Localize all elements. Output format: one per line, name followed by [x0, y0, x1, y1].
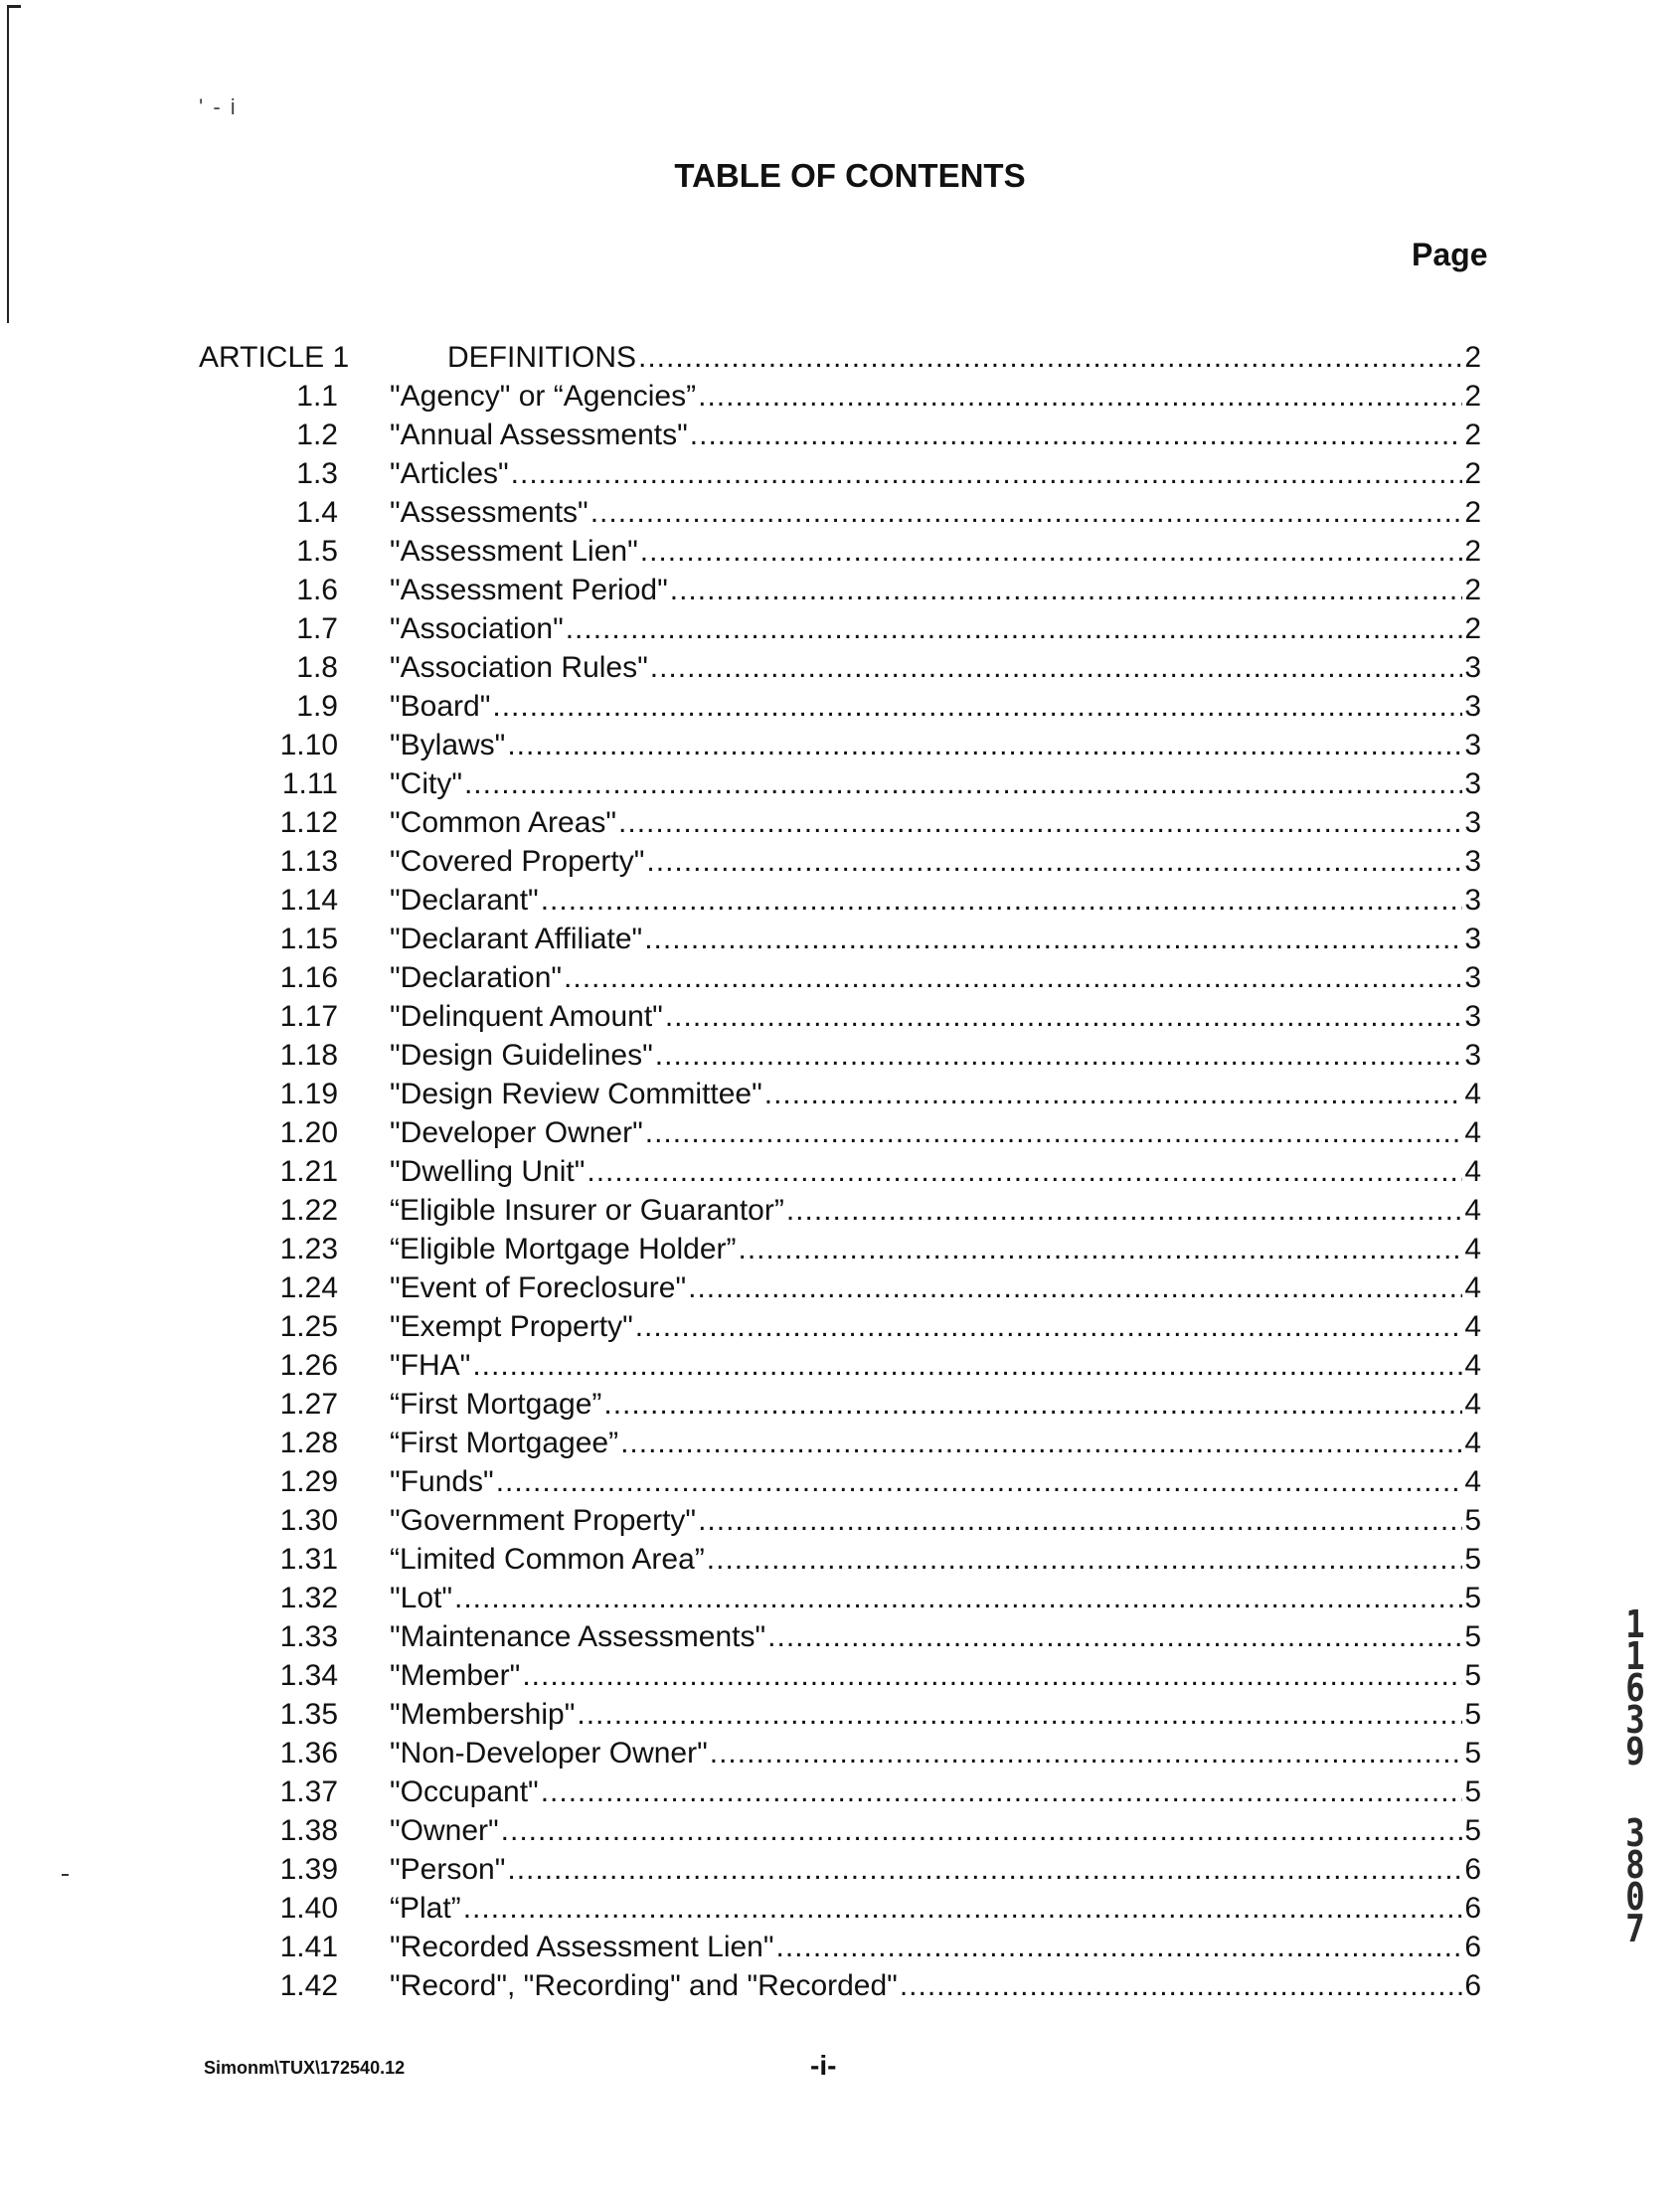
section-page: 4	[1464, 1155, 1481, 1188]
dot-leader	[511, 454, 1463, 493]
section-entry	[390, 493, 1481, 532]
section-number: 1.19	[279, 1078, 338, 1110]
dot-leader	[566, 609, 1463, 648]
section-number: 1.16	[279, 961, 338, 994]
section-number: 1.25	[279, 1310, 338, 1343]
section-entry	[390, 648, 1481, 687]
section-number: 1.40	[279, 1892, 338, 1925]
section-page: 4	[1464, 1116, 1481, 1149]
section-entry	[390, 532, 1481, 571]
stamp-digit: 9	[1625, 1730, 1645, 1773]
section-entry	[390, 1850, 1481, 1889]
section-page: 4	[1464, 1388, 1481, 1421]
section-entry	[390, 1346, 1481, 1385]
section-number: 1.42	[279, 1969, 338, 2002]
section-page: 2	[1464, 380, 1481, 413]
toc-row	[0, 571, 1680, 609]
section-title: "Agency" or “Agencies”	[390, 380, 697, 413]
dot-leader	[463, 1889, 1463, 1928]
section-title: "Association Rules"	[390, 651, 648, 684]
section-page: 3	[1464, 651, 1481, 684]
section-entry	[390, 1617, 1481, 1656]
section-entry	[390, 726, 1481, 764]
section-number: 1.7	[296, 612, 338, 645]
section-number: 1.31	[279, 1543, 338, 1576]
section-entry	[390, 687, 1481, 726]
stamp-digit: 6	[1625, 1666, 1645, 1710]
section-entry	[390, 1075, 1481, 1113]
dot-leader	[618, 803, 1462, 842]
section-number: 1.24	[279, 1271, 338, 1304]
dot-leader	[640, 532, 1463, 571]
dot-leader	[620, 1424, 1462, 1462]
dot-leader	[507, 1850, 1462, 1889]
dot-leader	[577, 1695, 1462, 1734]
section-number: 1.29	[279, 1465, 338, 1498]
toc-row	[0, 726, 1680, 764]
section-entry	[390, 1695, 1481, 1734]
scan-border-horizontal	[7, 5, 21, 8]
toc-row	[0, 1656, 1680, 1695]
toc-row	[0, 493, 1680, 532]
section-entry	[390, 1966, 1481, 2005]
section-page: 3	[1464, 767, 1481, 800]
dot-leader	[644, 920, 1462, 958]
section-title: “Plat”	[390, 1892, 461, 1925]
section-page: 2	[1464, 496, 1481, 529]
stamp-digit: 7	[1625, 1907, 1645, 1950]
dot-leader	[541, 881, 1463, 920]
section-entry	[390, 1307, 1481, 1346]
toc-row	[0, 1268, 1680, 1307]
section-page: 6	[1464, 1853, 1481, 1886]
section-page: 6	[1464, 1969, 1481, 2002]
section-title: “First Mortgage”	[390, 1388, 602, 1421]
toc-row	[0, 842, 1680, 881]
toc-row	[0, 532, 1680, 571]
toc-row	[0, 881, 1680, 920]
toc-row	[0, 377, 1680, 416]
table-of-contents	[0, 338, 1680, 2005]
toc-row	[0, 1772, 1680, 1811]
section-entry	[390, 454, 1481, 493]
section-page: 3	[1464, 845, 1481, 878]
toc-row	[0, 1036, 1680, 1075]
section-number: 1.11	[281, 767, 338, 800]
toc-row	[0, 764, 1680, 803]
dot-leader	[707, 1540, 1463, 1579]
dot-leader	[507, 726, 1462, 764]
section-entry	[390, 1424, 1481, 1462]
toc-row	[0, 997, 1680, 1036]
section-number: 1.36	[279, 1737, 338, 1770]
dot-leader	[541, 1772, 1463, 1811]
section-entry	[390, 920, 1481, 958]
section-page: 4	[1464, 1310, 1481, 1343]
dot-leader	[776, 1928, 1463, 1966]
article-title: DEFINITIONS	[447, 341, 637, 374]
section-page: 3	[1464, 1039, 1481, 1072]
section-page: 6	[1464, 1892, 1481, 1925]
section-page: 3	[1464, 961, 1481, 994]
section-number: 1.15	[279, 923, 338, 955]
dot-leader	[670, 571, 1463, 609]
toc-row	[0, 1424, 1680, 1462]
section-page: 3	[1464, 884, 1481, 917]
margin-stamp-lower	[1614, 1811, 1657, 1950]
dot-leader	[698, 1501, 1462, 1540]
section-page: 4	[1464, 1194, 1481, 1227]
toc-row	[0, 1540, 1680, 1579]
section-title: “Eligible Mortgage Holder”	[390, 1233, 737, 1265]
section-number: 1.18	[279, 1039, 338, 1072]
section-entry	[390, 1268, 1481, 1307]
section-page: 4	[1464, 1349, 1481, 1382]
section-title: "Maintenance Assessments"	[390, 1620, 766, 1653]
stamp-digit: 0	[1625, 1875, 1645, 1919]
toc-row	[0, 1730, 1680, 1773]
section-page: 5	[1464, 1582, 1481, 1614]
section-page: 3	[1464, 1000, 1481, 1033]
dot-leader	[501, 1811, 1463, 1850]
toc-row	[0, 1889, 1680, 1928]
dot-leader	[786, 1191, 1462, 1230]
section-number: 1.2	[296, 419, 338, 451]
section-number: 1.1	[296, 380, 338, 413]
dot-leader	[655, 1036, 1463, 1075]
section-number: 1.30	[279, 1504, 338, 1537]
section-number: 1.35	[279, 1698, 338, 1731]
section-number: 1.6	[296, 574, 338, 606]
section-title: "Person"	[390, 1853, 506, 1886]
section-page: 4	[1464, 1271, 1481, 1304]
section-page: 3	[1464, 806, 1481, 839]
page-number: -i-	[810, 2050, 837, 2081]
section-title: "Membership"	[390, 1698, 576, 1731]
toc-row	[0, 1152, 1680, 1191]
section-page: 5	[1464, 1543, 1481, 1576]
section-entry	[390, 1462, 1481, 1501]
section-title: "Board"	[390, 690, 491, 723]
toc-row	[0, 1695, 1680, 1742]
section-title: "Articles"	[390, 457, 509, 490]
section-page: 2	[1464, 419, 1481, 451]
section-number: 1.4	[296, 496, 338, 529]
section-title: "Design Review Committee"	[390, 1078, 762, 1110]
section-title: “First Mortgagee”	[390, 1427, 619, 1459]
section-number: 1.14	[279, 884, 338, 917]
dot-leader	[650, 648, 1463, 687]
section-title: "Assessments"	[390, 496, 588, 529]
stamp-digit: 1	[1625, 1602, 1645, 1646]
section-entry	[390, 881, 1481, 920]
article-page: 2	[1464, 341, 1481, 374]
toc-row	[0, 609, 1680, 648]
section-number: 1.27	[279, 1388, 338, 1421]
section-title: "Recorded Assessment Lien"	[390, 1931, 774, 1963]
dot-leader	[900, 1966, 1462, 2005]
section-page: 5	[1464, 1504, 1481, 1537]
toc-row	[0, 1811, 1680, 1855]
section-entry	[390, 1230, 1481, 1268]
section-title: "Member"	[390, 1659, 521, 1692]
section-page: 2	[1464, 574, 1481, 606]
toc-row	[0, 1230, 1680, 1268]
section-title: "Record", "Recording" and "Recorded"	[390, 1969, 898, 2002]
section-number: 1.17	[279, 1000, 338, 1033]
section-title: "Assessment Period"	[390, 574, 668, 606]
section-number: 1.26	[279, 1349, 338, 1382]
toc-section-list	[0, 377, 1680, 2005]
toc-row	[0, 1928, 1680, 1966]
section-title: "Design Guidelines"	[390, 1039, 653, 1072]
toc-row	[0, 958, 1680, 997]
section-title: "Non-Developer Owner"	[390, 1737, 708, 1770]
dot-leader	[454, 1579, 1462, 1617]
article-entry	[447, 338, 1481, 377]
stamp-digit: 3	[1625, 1811, 1645, 1855]
section-page: 5	[1464, 1620, 1481, 1653]
section-page: 3	[1464, 923, 1481, 955]
section-entry	[390, 1656, 1481, 1695]
toc-row	[0, 687, 1680, 726]
dot-leader	[646, 842, 1462, 881]
section-title: "Covered Property"	[390, 845, 645, 878]
page-marks: ' - i	[199, 94, 238, 119]
toc-row	[0, 1385, 1680, 1424]
toc-row	[0, 1617, 1680, 1656]
section-entry	[390, 1152, 1481, 1191]
section-number: 1.8	[296, 651, 338, 684]
dot-leader	[690, 416, 1463, 454]
section-title: "City"	[390, 767, 462, 800]
section-page: 2	[1464, 457, 1481, 490]
section-entry	[390, 958, 1481, 997]
section-page: 5	[1464, 1737, 1481, 1770]
section-page: 2	[1464, 535, 1481, 568]
section-entry	[390, 1191, 1481, 1230]
page-title: TABLE OF CONTENTS	[674, 157, 1026, 194]
section-entry	[390, 1113, 1481, 1152]
section-title: “Limited Common Area”	[390, 1543, 705, 1576]
margin-stamp-upper	[1614, 1602, 1657, 1773]
section-title: "FHA"	[390, 1349, 471, 1382]
section-number: 1.33	[279, 1620, 338, 1653]
article-number: ARTICLE 1	[199, 341, 350, 374]
section-title: "Declarant"	[390, 884, 539, 917]
section-title: "Declarant Affiliate"	[390, 923, 643, 955]
section-entry	[390, 1036, 1481, 1075]
toc-row	[0, 1501, 1680, 1540]
dot-leader	[645, 1113, 1463, 1152]
dot-leader	[522, 1656, 1462, 1695]
document-path: Simonm\TUX\172540.12	[204, 2058, 406, 2078]
dot-leader	[767, 1617, 1462, 1656]
section-title: "Exempt Property"	[390, 1310, 633, 1343]
section-title: "Developer Owner"	[390, 1116, 643, 1149]
dot-leader	[587, 1152, 1462, 1191]
section-title: "Occupant"	[390, 1775, 539, 1808]
toc-row	[0, 1966, 1680, 2005]
section-number: 1.9	[296, 690, 338, 723]
dot-leader	[472, 1346, 1462, 1385]
section-entry	[390, 1501, 1481, 1540]
section-entry	[390, 377, 1481, 416]
dot-leader	[635, 1307, 1463, 1346]
section-entry	[390, 1734, 1481, 1772]
dot-leader	[496, 1462, 1463, 1501]
section-number: 1.28	[279, 1427, 338, 1459]
section-entry	[390, 1540, 1481, 1579]
section-entry	[390, 1889, 1481, 1928]
dot-leader	[492, 687, 1462, 726]
section-title: "Government Property"	[390, 1504, 697, 1537]
toc-row	[0, 648, 1680, 687]
dot-leader	[564, 958, 1462, 997]
dot-leader	[710, 1734, 1463, 1772]
toc-row	[0, 1191, 1680, 1230]
stamp-digit: 3	[1625, 1698, 1645, 1742]
dot-leader	[764, 1075, 1463, 1113]
section-title: “Eligible Insurer or Guarantor”	[390, 1194, 784, 1227]
section-page: 5	[1464, 1814, 1481, 1847]
section-title: "Event of Foreclosure"	[390, 1271, 687, 1304]
section-title: "Annual Assessments"	[390, 419, 688, 451]
section-title: "Dwelling Unit"	[390, 1155, 586, 1188]
dot-leader	[688, 1268, 1462, 1307]
section-page: 4	[1464, 1465, 1481, 1498]
section-entry	[390, 803, 1481, 842]
section-title: "Lot"	[390, 1582, 453, 1614]
section-entry	[390, 609, 1481, 648]
toc-row	[0, 920, 1680, 958]
section-number: 1.23	[279, 1233, 338, 1265]
section-title: "Common Areas"	[390, 806, 617, 839]
section-number: 1.21	[279, 1155, 338, 1188]
section-page: 3	[1464, 690, 1481, 723]
toc-row	[0, 1075, 1680, 1113]
section-page: 4	[1464, 1078, 1481, 1110]
toc-row	[0, 1843, 1680, 1889]
toc-row	[0, 416, 1680, 454]
section-number: 1.37	[279, 1775, 338, 1808]
dot-leader	[464, 764, 1462, 803]
section-entry	[390, 416, 1481, 454]
toc-row	[0, 1346, 1680, 1385]
stamp-digit: 1	[1625, 1634, 1645, 1678]
section-page: 4	[1464, 1233, 1481, 1265]
section-number: 1.41	[279, 1931, 338, 1963]
dot-leader	[638, 338, 1462, 377]
page-column-header: Page	[1412, 237, 1488, 272]
toc-row	[0, 1113, 1680, 1152]
section-title: "Owner"	[390, 1814, 499, 1847]
section-entry	[390, 1772, 1481, 1811]
section-page: 5	[1464, 1698, 1481, 1731]
section-entry	[390, 764, 1481, 803]
section-entry	[390, 1385, 1481, 1424]
section-number: 1.10	[279, 729, 338, 761]
dot-leader	[665, 997, 1463, 1036]
section-title: "Assessment Lien"	[390, 535, 638, 568]
section-number: 1.22	[279, 1194, 338, 1227]
section-page: 5	[1464, 1659, 1481, 1692]
toc-row	[0, 1462, 1680, 1501]
toc-row	[0, 1307, 1680, 1346]
section-number: 1.38	[279, 1814, 338, 1847]
section-number: 1.13	[279, 845, 338, 878]
section-title: "Association"	[390, 612, 564, 645]
section-page: 3	[1464, 729, 1481, 761]
section-entry	[390, 1811, 1481, 1850]
section-number: 1.5	[296, 535, 338, 568]
dot-leader	[698, 377, 1462, 416]
section-number: 1.34	[279, 1659, 338, 1692]
toc-row	[0, 454, 1680, 493]
section-title: "Funds"	[390, 1465, 494, 1498]
toc-article-row	[0, 338, 1680, 377]
section-title: "Declaration"	[390, 961, 563, 994]
toc-row	[0, 1579, 1680, 1617]
section-number: 1.32	[279, 1582, 338, 1614]
section-page: 2	[1464, 612, 1481, 645]
section-number: 1.12	[279, 806, 338, 839]
section-page: 5	[1464, 1775, 1481, 1808]
section-entry	[390, 1579, 1481, 1617]
dot-leader	[590, 493, 1463, 532]
section-entry	[390, 1928, 1481, 1966]
section-number: 1.20	[279, 1116, 338, 1149]
stamp-digit: 8	[1625, 1843, 1645, 1887]
section-entry	[390, 997, 1481, 1036]
section-entry	[390, 842, 1481, 881]
section-title: "Delinquent Amount"	[390, 1000, 663, 1033]
section-title: "Bylaws"	[390, 729, 506, 761]
section-page: 6	[1464, 1931, 1481, 1963]
dot-leader	[739, 1230, 1463, 1268]
section-entry	[390, 571, 1481, 609]
toc-row	[0, 803, 1680, 842]
section-number: 1.39	[279, 1853, 338, 1886]
section-number: 1.3	[296, 457, 338, 490]
section-page: 4	[1464, 1427, 1481, 1459]
dot-leader	[603, 1385, 1462, 1424]
